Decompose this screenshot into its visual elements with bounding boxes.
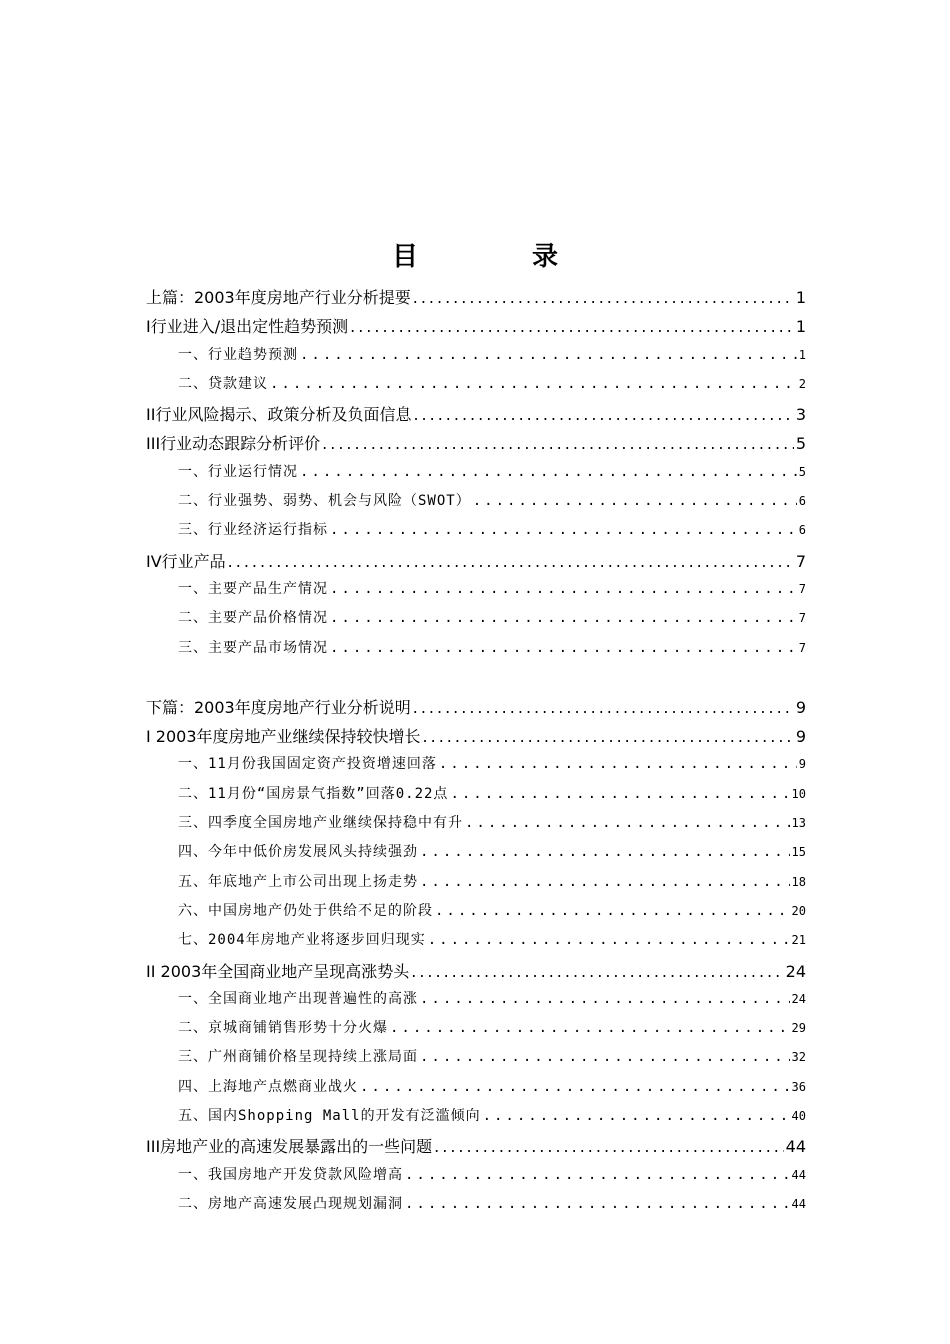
toc-entry[interactable] [146, 929, 806, 958]
toc-entry-page-number: 9 [798, 757, 806, 772]
toc-entry-label: 二、主要产品价格情况 [178, 610, 328, 627]
toc-entry[interactable] [146, 607, 806, 636]
toc-entry[interactable] [146, 344, 806, 373]
toc-dot-leader [360, 1079, 790, 1095]
toc-entry-label: I 2003年度房地产业继续保持较快增长 [146, 727, 421, 747]
toc-entry-label: 四、上海地产点燃商业战火 [178, 1078, 358, 1095]
toc-dot-leader [330, 522, 797, 538]
toc-entry-page-number: 10 [791, 786, 806, 801]
toc-entry-page-number: 2 [798, 376, 806, 391]
toc-dot-leader [330, 610, 797, 626]
toc-entry-page-number: 1 [795, 288, 806, 307]
toc-dot-leader [465, 815, 790, 831]
toc-entry[interactable] [146, 783, 806, 812]
toc-dot-leader [322, 434, 794, 453]
toc-entry-page-number: 44 [785, 1137, 806, 1157]
toc-dot-leader [423, 727, 794, 746]
toc-dot-leader [473, 493, 797, 509]
toc-entry-label: 二、11月份“国房景气指数”回落0.22点 [178, 785, 449, 802]
toc-entry-page-number: 1 [795, 317, 806, 337]
toc-dot-leader [300, 347, 797, 363]
toc-entry[interactable] [146, 637, 806, 666]
toc-entry-page-number: 7 [798, 581, 806, 596]
toc-entry-label: 二、行业强势、弱势、机会与风险（SWOT） [178, 493, 471, 510]
page-title: 目 录 [391, 242, 602, 272]
toc-entry[interactable] [146, 314, 806, 343]
toc-entry[interactable] [146, 519, 806, 548]
toc-entry[interactable] [146, 841, 806, 870]
toc-entry-label: IV行业产品 [146, 551, 226, 571]
toc-dot-leader [411, 962, 783, 981]
toc-dot-leader [300, 464, 797, 480]
toc-dot-leader [270, 376, 797, 392]
toc-entry-page-number: 7 [795, 551, 806, 571]
toc-entry[interactable] [146, 285, 806, 314]
toc-entry[interactable] [146, 695, 806, 724]
toc-entry-label: II行业风险揭示、政策分析及负面信息 [146, 405, 412, 425]
toc-entry[interactable] [146, 753, 806, 782]
toc-entry-label: 二、贷款建议 [178, 375, 268, 392]
toc-entry[interactable] [146, 1076, 806, 1105]
toc-entry-page-number: 21 [791, 933, 806, 948]
toc-entry[interactable] [146, 1017, 806, 1046]
toc-entry-label: 一、11月份我国固定资产投资增速回落 [178, 756, 437, 773]
toc-dot-leader [228, 552, 794, 571]
toc-entry[interactable] [146, 988, 806, 1017]
toc-entry-label: I行业进入/退出定性趋势预测 [146, 317, 349, 337]
toc-entry-label: III房地产业的高速发展暴露出的一些问题 [146, 1137, 433, 1157]
toc-entry[interactable] [146, 900, 806, 929]
toc-entry-page-number: 44 [791, 1167, 806, 1182]
toc-entry-page-number: 5 [798, 464, 806, 479]
toc-entry-label: 一、行业运行情况 [178, 463, 298, 480]
toc-entry-label: 上篇：2003年度房地产行业分析提要 [146, 288, 411, 307]
toc-entry-label: 一、主要产品生产情况 [178, 580, 328, 597]
toc-entry-page-number: 36 [791, 1079, 806, 1094]
toc-dot-leader [350, 317, 794, 336]
toc-entry-label: II 2003年全国商业地产呈现高涨势头 [146, 961, 410, 981]
toc-dot-leader [428, 932, 790, 948]
toc-entry[interactable] [146, 431, 806, 460]
toc-entry-label: 五、年底地产上市公司出现上扬走势 [178, 873, 418, 890]
toc-dot-leader [390, 1020, 790, 1036]
toc-dot-leader [450, 786, 789, 802]
toc-entry-page-number: 9 [795, 727, 806, 747]
toc-dot-leader [420, 874, 790, 890]
toc-dot-leader [420, 991, 790, 1007]
toc-entry[interactable] [146, 373, 806, 402]
toc-entry-page-number: 44 [791, 1196, 806, 1211]
toc-entry-page-number: 29 [791, 1021, 806, 1036]
toc-entry-label: 一、全国商业地产出现普遍性的高涨 [178, 990, 418, 1007]
toc-entry[interactable] [146, 724, 806, 753]
toc-entry-page-number: 5 [795, 434, 806, 454]
toc-dot-leader [435, 903, 790, 919]
toc-entry-page-number: 15 [791, 845, 806, 860]
table-of-contents [146, 285, 806, 1222]
toc-entry[interactable] [146, 959, 806, 988]
toc-entry[interactable] [146, 402, 806, 431]
toc-entry-label: 下篇：2003年度房地产行业分析说明 [146, 697, 411, 717]
toc-entry-page-number: 24 [785, 961, 806, 981]
toc-dot-leader [413, 698, 794, 717]
toc-entry[interactable] [146, 871, 806, 900]
toc-entry-label: 一、我国房地产开发贷款风险增高 [178, 1166, 403, 1183]
toc-entry-page-number: 6 [798, 523, 806, 538]
toc-entry[interactable] [146, 1046, 806, 1075]
toc-entry-page-number: 40 [791, 1109, 806, 1124]
toc-entry[interactable] [146, 461, 806, 490]
toc-dot-leader [420, 844, 790, 860]
toc-dot-leader [405, 1167, 790, 1183]
toc-entry[interactable] [146, 1134, 806, 1163]
toc-entry-page-number: 24 [791, 991, 806, 1006]
toc-entry-page-number: 13 [791, 816, 806, 831]
toc-entry-label: 一、行业趋势预测 [178, 346, 298, 363]
toc-entry[interactable] [146, 1193, 806, 1222]
toc-entry[interactable] [146, 549, 806, 578]
toc-entry[interactable] [146, 490, 806, 519]
toc-entry-page-number: 18 [791, 874, 806, 889]
toc-entry-label: 七、2004年房地产业将逐步回归现实 [178, 932, 426, 949]
toc-dot-leader [405, 1196, 790, 1212]
toc-dot-leader [413, 288, 794, 307]
toc-entry-page-number: 3 [795, 405, 806, 425]
toc-entry-page-number: 1 [798, 347, 806, 362]
toc-entry[interactable] [146, 812, 806, 841]
toc-entry-label: 二、京城商铺销售形势十分火爆 [178, 1020, 388, 1037]
toc-dot-leader [483, 1108, 790, 1124]
toc-entry-label: 四、今年中低价房发展风头持续强劲 [178, 844, 418, 861]
toc-entry-label: 五、国内Shopping Mall的开发有泛滥倾向 [178, 1108, 481, 1125]
toc-entry-label: 二、房地产高速发展凸现规划漏洞 [178, 1195, 403, 1212]
toc-entry-page-number: 7 [798, 640, 806, 655]
toc-dot-leader [439, 756, 797, 772]
toc-dot-leader [420, 1049, 790, 1065]
toc-entry-label: 三、主要产品市场情况 [178, 639, 328, 656]
toc-entry-page-number: 20 [791, 903, 806, 918]
toc-dot-leader [434, 1137, 783, 1156]
toc-dot-leader [413, 405, 793, 424]
toc-entry-page-number: 32 [791, 1050, 806, 1065]
toc-entry-label: 三、行业经济运行指标 [178, 522, 328, 539]
toc-entry-page-number: 7 [798, 611, 806, 626]
toc-entry[interactable] [146, 578, 806, 607]
toc-entry-label: 三、广州商铺价格呈现持续上涨局面 [178, 1049, 418, 1066]
toc-dot-leader [330, 640, 797, 656]
toc-dot-leader [330, 581, 797, 597]
toc-entry[interactable] [146, 1164, 806, 1193]
toc-entry-page-number: 6 [798, 494, 806, 509]
toc-entry-page-number: 9 [795, 697, 806, 717]
toc-entry-label: III行业动态跟踪分析评价 [146, 434, 321, 454]
toc-entry-label: 六、中国房地产仍处于供给不足的阶段 [178, 902, 433, 919]
toc-entry[interactable] [146, 1105, 806, 1134]
toc-entry-label: 三、四季度全国房地产业继续保持稳中有升 [178, 815, 463, 832]
